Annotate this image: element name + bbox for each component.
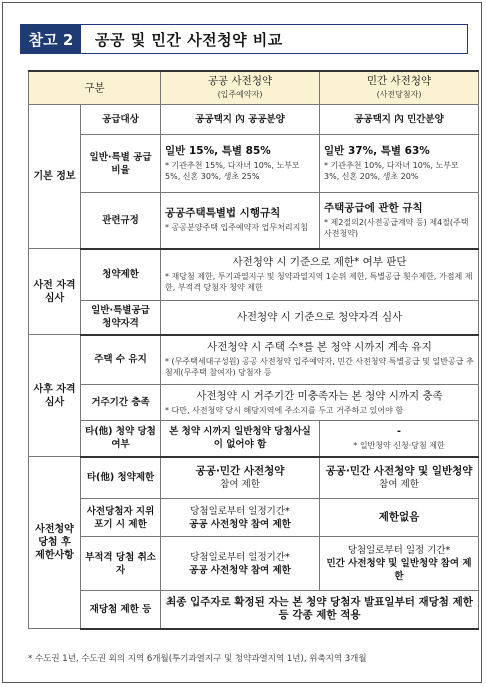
waiver-public-main: 공공 사전청약 참여 제한 bbox=[189, 518, 291, 530]
ratio-private-main: 일반 37%, 특별 63% bbox=[324, 145, 430, 157]
regulation-public bbox=[161, 193, 320, 249]
table-row bbox=[29, 135, 479, 193]
table-row bbox=[29, 193, 479, 249]
regulation-private-note: * 제2절의2(사전공급계약 등) 제4절(주택 사전청약) bbox=[324, 217, 469, 238]
house-count-note: * (무주택세대구성원) 공공 사전청약 입주예약자, 민간 사전청약 특별공급 및 일반공급 추첨제(무주택 참여자) 당첨자 등 bbox=[165, 357, 474, 378]
residence-main: 사전청약 시 거주기간 미충족자는 본 청약 시까지 충족 bbox=[196, 389, 443, 402]
residence-note: * 다만, 사전청약 당시 해당지역에 주소지를 두고 거주하고 있어야 함 bbox=[165, 405, 404, 415]
row-label-rewin: 재당첨 제한 등 bbox=[81, 591, 161, 629]
table-row bbox=[29, 421, 479, 457]
ratio-private-note: * 기관추천 10%, 다자녀 10%, 노부모 3%, 신혼 20%, 생초 20% bbox=[324, 161, 459, 181]
house-count-content bbox=[161, 335, 479, 385]
table-header-row bbox=[29, 71, 479, 105]
comparison-table bbox=[28, 70, 479, 630]
ratio-public-note: * 기관추천 15%, 다자녀 10%, 노부모 5%, 신혼 30%, 생초 25% bbox=[165, 161, 300, 181]
row-label-supply-target: 공급대상 bbox=[81, 105, 161, 135]
row-label-house-count: 주택 수 유지 bbox=[81, 335, 161, 385]
row-label-other-limit: 타(他) 청약제한 bbox=[81, 457, 161, 499]
section-restrict: 사전청약 당첨 후 제한사항 bbox=[29, 457, 81, 629]
table-row bbox=[29, 457, 479, 499]
header-private-title: 민간 사전청약 bbox=[366, 75, 432, 87]
other-limit-private-tail: 참여 제한 bbox=[379, 478, 419, 490]
table-row bbox=[29, 249, 479, 301]
supply-target-public: 공공택지 內 공공분양 bbox=[161, 105, 320, 135]
row-label-other-win: 타(他) 청약 당첨여부 bbox=[81, 421, 161, 457]
table-row bbox=[29, 301, 479, 335]
footnote: * 수도권 1년, 수도권 외의 지역 6개월(투기과열지구 및 청약과열지역 1년), 위축지역 3개월 bbox=[28, 654, 367, 664]
other-win-private-dash: - bbox=[397, 426, 401, 438]
waiver-public-pre: 당첨일로부터 일정기간* bbox=[190, 505, 290, 517]
row-label-ratio: 일반·특별 공급비율 bbox=[81, 135, 161, 193]
other-limit-public bbox=[161, 457, 320, 499]
house-count-main: 사전청약 시 주택 수*를 본 청약 시까지 계속 유지 bbox=[207, 341, 432, 354]
other-win-private-note: * 일반청약 신청·당첨 제한 bbox=[353, 441, 445, 451]
ineligible-private-main: 민간 사전청약 및 일반청약 참여 제한 bbox=[326, 558, 472, 582]
table-row bbox=[29, 537, 479, 591]
table-row bbox=[29, 499, 479, 537]
waiver-public bbox=[161, 499, 320, 537]
header-category: 구분 bbox=[29, 71, 161, 105]
ineligible-public-main: 공공 사전청약 참여 제한 bbox=[189, 564, 291, 576]
row-label-regulation: 관련규정 bbox=[81, 193, 161, 249]
residence-content bbox=[161, 385, 479, 421]
ineligible-public bbox=[161, 537, 320, 591]
limit-main: 사전청약 시 기준으로 제한* 여부 판단 bbox=[232, 256, 407, 269]
reference-tag: 참고 2 bbox=[21, 25, 81, 53]
limit-note: * 재당첨 제한, 투기과열지구 및 청약과열지역 1순위 제한, 특별공급 횟수제한, 가점제 제한, 부적격 당첨자 청약 제한 bbox=[165, 272, 473, 293]
row-label-residence: 거주기간 충족 bbox=[81, 385, 161, 421]
regulation-public-note: * 공공분양주택 입주예약자 업무처리지침 bbox=[165, 223, 309, 233]
waiver-private: 제한없음 bbox=[320, 499, 479, 537]
other-limit-private bbox=[320, 457, 479, 499]
section-post: 사후 자격심사 bbox=[29, 335, 81, 457]
other-win-private bbox=[320, 421, 479, 457]
header-public bbox=[161, 71, 320, 105]
qualification-content: 사전청약 시 기준으로 청약자격 심사 bbox=[161, 301, 479, 335]
row-label-limit: 청약제한 bbox=[81, 249, 161, 301]
header-public-title: 공공 사전청약 bbox=[207, 75, 273, 87]
table-row bbox=[29, 335, 479, 385]
table-row bbox=[29, 105, 479, 135]
other-limit-public-tail: 참여 제한 bbox=[220, 478, 260, 490]
table-row bbox=[29, 385, 479, 421]
limit-content bbox=[161, 249, 479, 301]
ratio-public-main: 일반 15%, 특별 85% bbox=[165, 145, 271, 157]
supply-target-private: 공공택지 內 민간분양 bbox=[320, 105, 479, 135]
header-public-subtitle: (입주예약자) bbox=[217, 90, 263, 99]
regulation-private-main: 주택공급에 관한 규칙 bbox=[324, 201, 423, 214]
ratio-public bbox=[161, 135, 320, 193]
section-header bbox=[20, 24, 468, 54]
header-private-subtitle: (사전당첨자) bbox=[376, 90, 422, 99]
table-row bbox=[29, 591, 479, 629]
section-pre: 사전 자격심사 bbox=[29, 249, 81, 335]
ratio-private bbox=[320, 135, 479, 193]
regulation-public-main: 공공주택특별법 시행규칙 bbox=[165, 207, 281, 220]
row-label-ineligible: 부적격 당첨 취소자 bbox=[81, 537, 161, 591]
ineligible-private bbox=[320, 537, 479, 591]
row-label-waiver: 사전당첨자 지위 포기 시 제한 bbox=[81, 499, 161, 537]
regulation-private bbox=[320, 193, 479, 249]
ineligible-public-pre: 당첨일로부터 일정기간* bbox=[190, 551, 290, 563]
header-private bbox=[320, 71, 479, 105]
rewin-content: 최종 입주자로 확정된 자는 본 청약 당첨자 발표일부터 재당첨 제한 등 각종 제한 적용 bbox=[161, 591, 479, 629]
other-limit-public-main: 공공·민간 사전청약 bbox=[195, 464, 285, 477]
section-basic: 기본 정보 bbox=[29, 105, 81, 249]
other-limit-private-main: 공공·민간 사전청약 및 일반청약 bbox=[325, 464, 473, 477]
page-title: 공공 및 민간 사전청약 비교 bbox=[95, 30, 283, 49]
other-win-public: 본 청약 시까지 일반청약 당첨사실이 없어야 함 bbox=[161, 421, 320, 457]
ineligible-private-pre: 당첨일로부터 일정 기간* bbox=[347, 545, 451, 556]
row-label-qualification: 일반·특별공급 청약자격 bbox=[81, 301, 161, 335]
